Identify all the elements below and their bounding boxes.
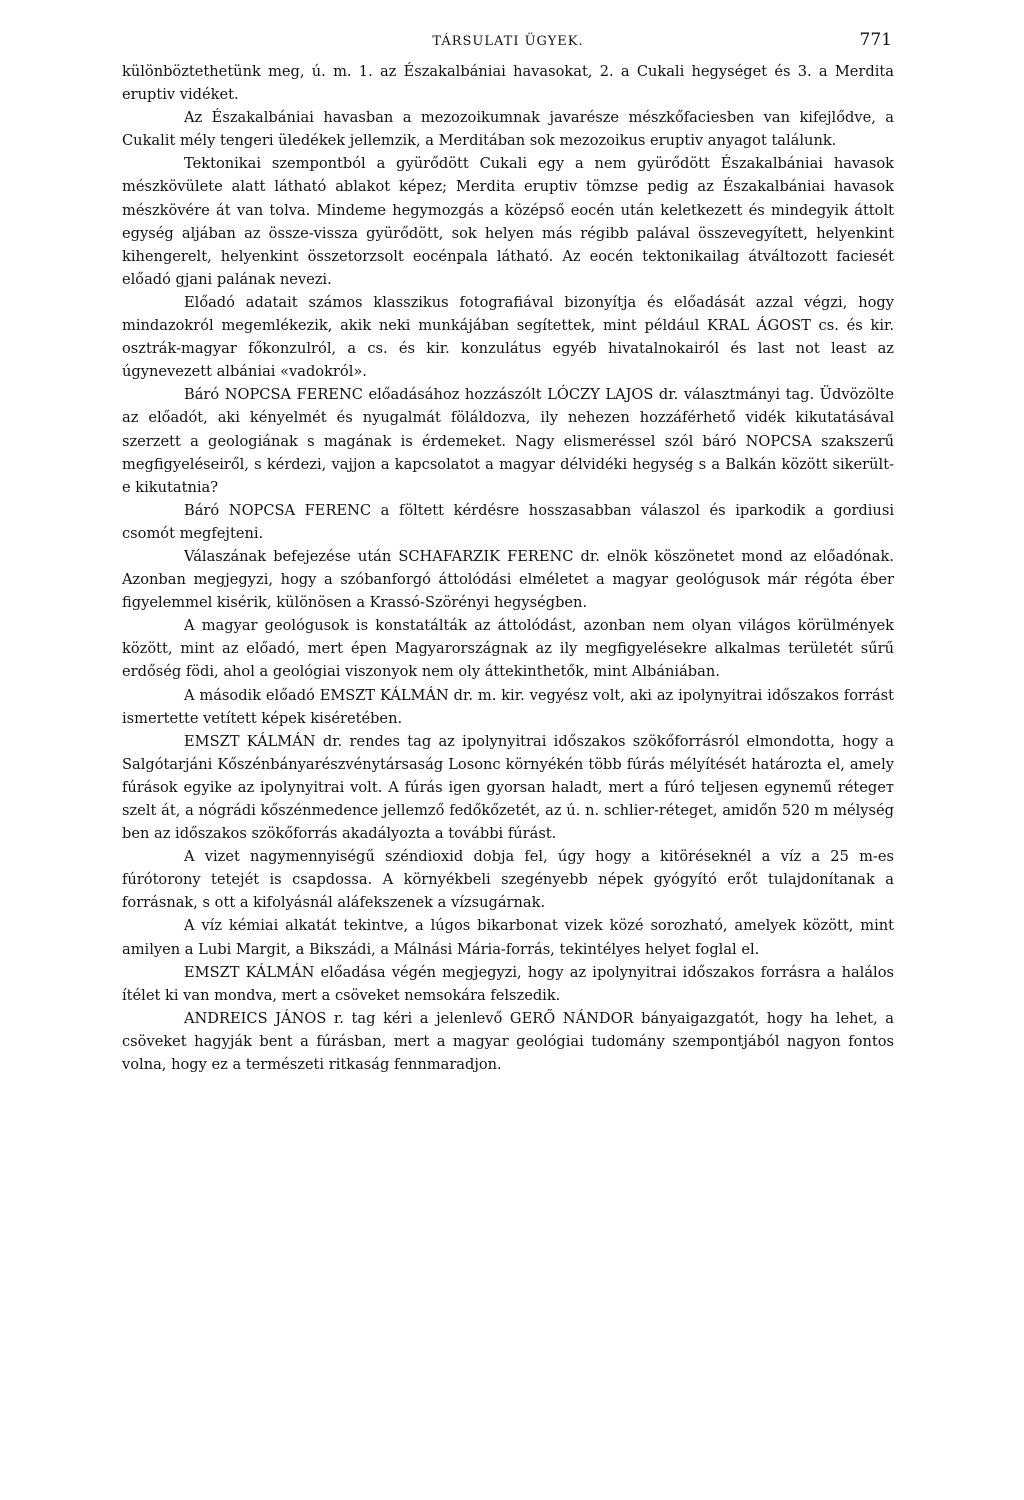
paragraph: A második előadó EMSZT KÁLMÁN dr. m. kir. vegyész volt, aki az ipolynyitrai időszakos forrást ismertette vetített képek kiséretében. (122, 686, 894, 727)
paragraph: EMSZT KÁLMÁN előadása végén megjegyzi, hogy az ipolynyitrai időszakos forrásra a halálos ítélet ki van mondva, mert a csöveket nemsokára felszedik. (122, 963, 894, 1004)
running-title: TÁRSULATI ÜGYEK. (432, 34, 584, 49)
paragraph: A magyar geológusok is konstatálták az áttolódást, azonban nem olyan világos körülmények között, mint az előadó, mert épen Magyarországnak az ily megfigyelésekre alkalmas területét sűrű erdőség födi, ahol a geológiai viszonyok nem oly áttekinthetők, mint Albániában. (122, 617, 894, 681)
page-header (122, 30, 894, 56)
paragraph: Előadó adatait számos klasszikus fotografiával bizonyítja és előadását azzal végzi, hogy mindazokról megemlékezik, akik neki munkájában segítettek, mint például KRAL ÁGOST cs. és kir. osztrák-magyar főkonzulról, a cs. és kir. konzulátus egyéb hivatalnokairól és last not least az úgynevezett albániai «vadokról». (122, 293, 894, 381)
paragraph: különböztethetünk meg, ú. m. 1. az Északalbániai havasokat, 2. a Cukali hegységet és 3. a Merdita eruptiv vidéket. (122, 63, 894, 104)
page-number: 771 (859, 30, 892, 50)
document-page (122, 30, 894, 1076)
paragraph: EMSZT KÁLMÁN dr. rendes tag az ipolynyitrai időszakos szökőforrásról elmondotta, hogy a Salgótarjáni Kőszénbányarészvénytársaság Losonc környékén több fúrás mélyítését határozta el, amely fúrások egyike az ipolynyitrai volt. A fúrás igen gyorsan haladt, mert a fúró teljesen egynemű rétegeт szelt át, a nógrádi kőszénmedence jellemző fedőkőzetét, az ú. n. schlier-réteget, amidőn 520 m mélység ben az időszakos szökőforrás akadályozta a további fúrást. (122, 732, 894, 843)
paragraph: ANDREICS JÁNOS r. tag kéri a jelenlevő GERŐ NÁNDOR bányaigazgatót, hogy ha lehet, a csöveket hagyják bent a fúrásban, mert a magyar geológiai tudomány szempontjából nagyon fontos volna, hogy ez a természeti ritkaság fennmaradjon. (122, 1009, 894, 1074)
paragraph: A vizet nagymennyiségű széndioxid dobja fel, úgy hogy a kitöréseknél a víz a 25 m-es fúrótorony tetejét is csapdossa. A környékbeli szegényebb népek gyógyító erőt tulajdonítanak a forrásnak, s ott a kifolyásnál aláfekszenek a vízsugárnak. (122, 848, 894, 912)
paragraph: Báró NOPCSA FERENC előadásához hozzászólt LÓCZY LAJOS dr. választmányi tag. Üdvözölte az előadót, aki kényelmét és nyugalmát föláldozva, ily nehezen hozzáférhető vidék kikutatásával szerzett a geologiának s magának is érdemeket. Nagy elismeréssel szól báró NOPCSA szakszerű megfigyeléseiről, s kérdezi, vajjon a kapcsolatot a magyar délvidéki hegység s a Balkán között sikerült-e kikutatnia? (122, 386, 894, 496)
paragraph: Tektonikai szempontból a gyürődött Cukali egy a nem gyürődött Északalbániai havasok mészkövülete alatt látható ablakot képez; Merdita eruptiv tömzse pedig az Északalbániai havasok mészkövére át van tolva. Mindeme hegymozgás a középső eocén után keletkezett és mindegyik áttolt egység aljában az össze-vissza gyürődött, sok helyen más régibb palával összevegyített, helyenkint kihengerelt, helyenkint összetorzsolt eocénpala látható. Az eocén tektonikailag átváltozott faciesét előadó gjani palának nevezi. (122, 155, 894, 288)
paragraph: Az Északalbániai havasban a mezozoikumnak javarésze mészkőfaciesben van kifejlődve, a Cukalit mély tengeri üledékek jellemzik, a Merditában sok mezozoikus eruptiv anyagot találunk. (122, 109, 894, 150)
paragraph: A víz kémiai alkatát tekintve, a lúgos bikarbonat vizek közé sorozható, amelyek között, mint amilyen a Lubi Margit, a Bikszádi, a Málnási Mária-forrás, tekintélyes helyet foglal el. (122, 917, 894, 958)
body-text (122, 60, 894, 1076)
paragraph: Báró NOPCSA FERENC a föltett kérdésre hosszasabban válaszol és iparkodik a gordiusi csomót megfejteni. (122, 501, 894, 542)
paragraph: Válaszának befejezése után SCHAFARZIK FERENC dr. elnök köszönetet mond az előadónak. Azonban megjegyzi, hogy a szóbanforgó áttolódási elméletet a magyar geológusok már régóta éber figyelemmel kisérik, különösen a Krassó-Szörényi hegységben. (122, 547, 894, 612)
